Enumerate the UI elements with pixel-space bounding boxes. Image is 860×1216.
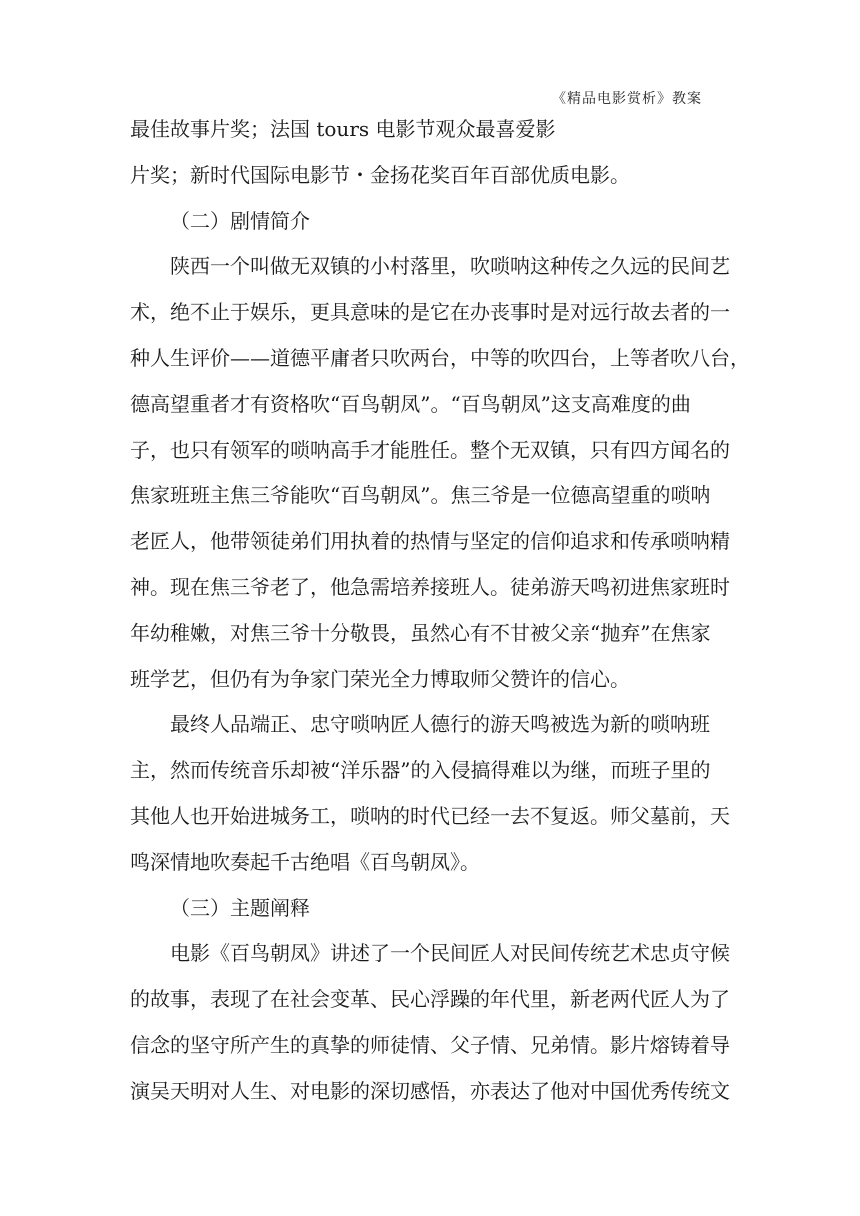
text-line: 子，也只有领军的唢呐高手才能胜任。整个无双镇，只有四方闻名的 [130,437,730,462]
awards-line-1: 最佳故事片奖；法国 tours 电影节观众最喜爱影 [130,117,556,141]
text-line: 主，然而传统音乐却被“洋乐器”的入侵搞得难以为继，而班子里的 [130,758,711,783]
text-line: 电影《百鸟朝凤》讲述了一个民间匠人对民间传统艺术忠贞守候 [170,941,730,966]
text-line: 德高望重者才有资格吹“百鸟朝凤”。“百鸟朝凤”这支高难度的曲 [130,391,691,416]
text-line: 老匠人，他带领徒弟们用执着的热情与坚定的信仰追求和传承唢呐精 [130,529,730,554]
section-heading-plot: （二）剧情简介 [170,208,310,233]
text-line: 焦家班班主焦三爷能吹“百鸟朝凤”。焦三爷是一位德高望重的唢呐 [130,483,711,508]
awards-line-2: 片奖；新时代国际电影节・金扬花奖百年百部优质电影。 [130,162,630,187]
text-line: 陕西一个叫做无双镇的小村落里，吹唢呐这种传之久远的民间艺 [170,254,730,279]
text-line: 最终人品端正、忠守唢呐匠人德行的游天鸣被选为新的唢呐班 [170,712,710,737]
theme-paragraph-1 [130,934,730,1109]
text-line: 演吴天明对人生、对电影的深切感悟，亦表达了他对中国优秀传统文 [130,1078,730,1103]
text-line: 年幼稚嫩，对焦三爷十分敬畏，虽然心有不甘被父亲“抛弃”在焦家 [130,620,711,645]
text-line: 神。现在焦三爷老了，他急需培养接班人。徒弟游天鸣初进焦家班时 [130,574,730,599]
text-line: 班学艺，但仍有为争家门荣光全力博取师父赞许的信心。 [130,666,630,691]
page-header: 《精品电影赏析》教案 [552,91,702,107]
text-line: 信念的坚守所产生的真挚的师徒情、父子情、兄弟情。影片熔铸着导 [130,1032,730,1057]
document-body [130,110,750,1118]
text-line: 的故事，表现了在社会变革、民心浮躁的年代里，新老两代匠人为了 [130,987,730,1012]
plot-paragraph-1 [130,247,750,697]
section-heading-theme: （三）主题阐释 [170,895,310,920]
text-line: 种人生评价——道德平庸者只吹两台，中等的吹四台，上等者吹八台， [130,345,750,370]
text-line: 其他人也开始进城务工，唢呐的时代已经一去不复返。师父墓前，天 [130,803,730,828]
text-line: 鸣深情地吹奏起千古绝唱《百鸟朝凤》。 [130,849,480,874]
text-line: 术，绝不止于娱乐，更具意味的是它在办丧事时是对远行故去者的一 [130,300,730,325]
plot-paragraph-2 [130,705,730,880]
